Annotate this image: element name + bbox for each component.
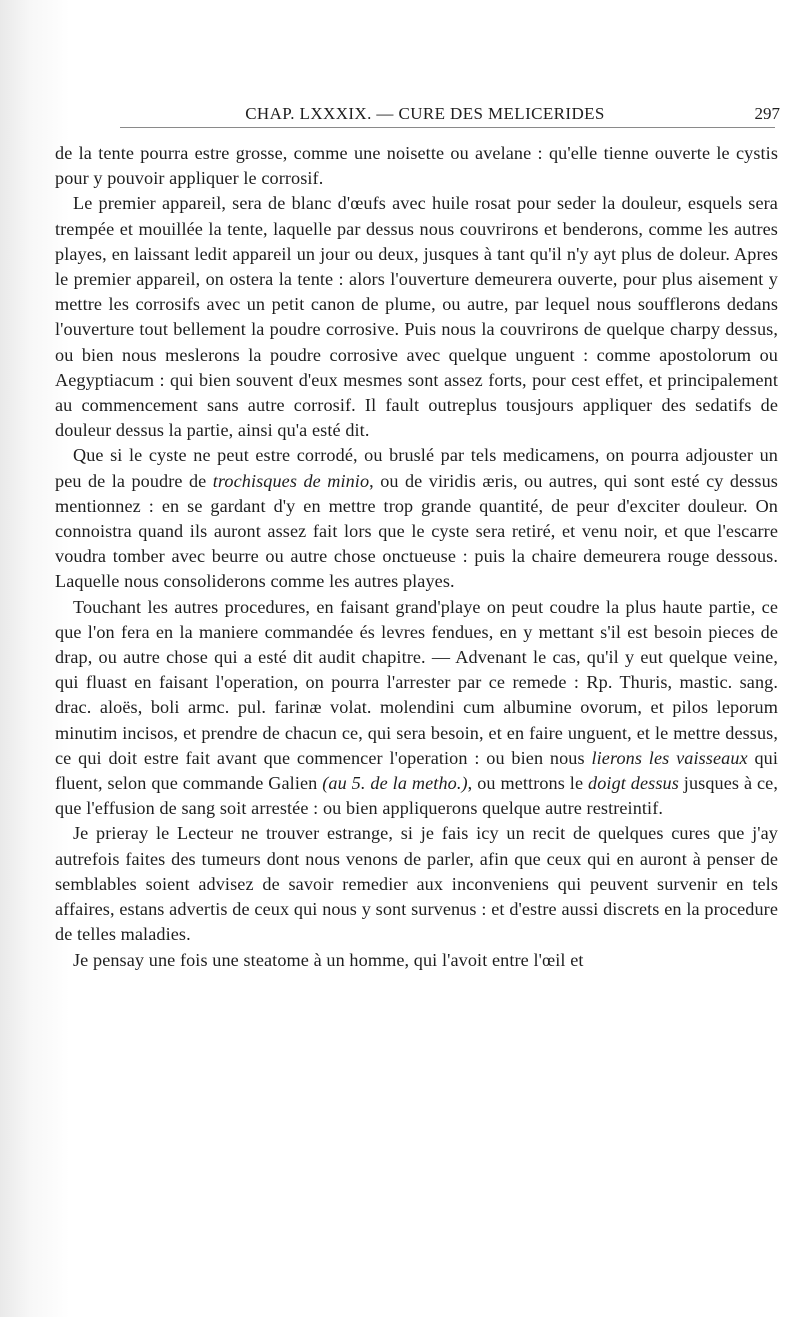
text-segment: Je prieray le Lecteur ne trouver estrange, si je fais icy un recit de quelques cures que j'ay autrefois faites des tumeurs dont nous venons de parler, afin que ceux qui en auront à penser de semblables soient advisez de savoir remedier aux inconveniens qui peuvent survenir en tels affaires, estans advertis de ceux qui nous y sont survenus : et d'estre aussi discrets en la procedure de telles maladies. xyxy=(55,823,778,945)
paragraph xyxy=(55,191,778,443)
page-header xyxy=(70,104,780,124)
text-segment: , ou mettrons le xyxy=(467,773,589,794)
italic-text: trochisques de minio xyxy=(212,470,370,491)
text-segment: Que si le cyste ne peut estre corrodé, ou bruslé par tels medicamens, on pourra adjouster un peu de la poudre de xyxy=(55,445,778,491)
text-segment: qui fluent, selon que commande Galien xyxy=(55,747,779,794)
text-segment: , ou de viridis æris, ou autres, qui sont esté cy dessus mentionnez : en se gardant d'y en mettre trop grande quantité, de peur d'exciter douleur. On connoistra quand ils auront assez fait lors que le cyste sera retiré, et venu noir, et que l'escarre voudra tomber avec beurre ou autre chose onctueuse : puis la chaire demeurera rouge dessous. Laquelle nous consoliderons comme les autres playes. xyxy=(55,470,778,592)
paragraph xyxy=(55,821,778,947)
italic-text: doigt dessus xyxy=(588,773,679,794)
text-segment: Je pensay une fois une steatome à un homme, qui l'avoit entre l'œil et xyxy=(73,949,584,970)
text-segment: de la tente pourra estre grosse, comme une noisette ou avelane : qu'elle tienne ouverte le cystis pour y pouvoir appliquer le corrosif. xyxy=(55,143,778,189)
header-rule xyxy=(120,127,775,128)
running-head: CHAP. LXXXIX. — CURE DES MELICERIDES xyxy=(245,104,605,123)
italic-text: (au 5. de la metho.) xyxy=(322,773,468,794)
paragraph xyxy=(55,595,778,822)
paragraph xyxy=(55,443,778,594)
text-segment: Touchant les autres procedures, en faisant grand'playe on peut coudre la plus haute partie, ce que l'on fera en la maniere commandée és levres fendues, en y mettant s'il est besoin pieces de drap, ou autre chose qui a esté dit audit chapitre. — Advenant le cas, qu'il y eut quelque veine, qui fluast en faisant l'operation, on pourra l'arrester par ce remede : Rp. Thuris, mastic. sang. drac. aloës, boli armc. pul. farinæ volat. molendini cum albumine ovorum, et pilos leporum minutim incisos, et prendre de chacun ce, qui sera besoin, et en faire unguent, et le mettre dessus, ce qui doit estre fait avant que commencer l'operation : ou bien nous xyxy=(55,596,778,768)
page-number: 297 xyxy=(754,104,780,123)
paragraph xyxy=(55,141,778,191)
paragraph xyxy=(55,948,778,973)
body-text xyxy=(55,141,778,973)
italic-text: lierons les vaisseaux xyxy=(591,747,748,768)
text-segment: Le premier appareil, sera de blanc d'œufs avec huile rosat pour seder la douleur, esquels sera trempée et mouillée la tente, laquelle par dessus nous couvrirons et benderons, comme les autres playes, en laissant ledit appareil un jour ou deux, jusques à tant qu'il n'y ayt plus de doleur. Apres le premier appareil, on ostera la tente : alors l'ouverture demeurera ouverte, pour plus aisement y mettre les corrosifs avec un petit canon de plume, ou autre, par lequel nous soufflerons dedans l'ouverture tout bellement la poudre corrosive. Puis nous la couvrirons de quelque charpy dessus, ou bien nous meslerons la poudre corrosive avec quelque unguent : comme apostolorum ou Aegyptiacum : qui bien souvent d'eux mesmes sont assez forts, pour cest effet, et principalement au commencement sans autre corrosif. Il fault outreplus tousjours appliquer des sedatifs de douleur dessus la partie, ainsi qu'a esté dit. xyxy=(55,193,778,441)
text-segment: jusques à ce, que l'effusion de sang soit arrestée : ou bien appliquerons quelque autre restreintif. xyxy=(55,773,778,819)
